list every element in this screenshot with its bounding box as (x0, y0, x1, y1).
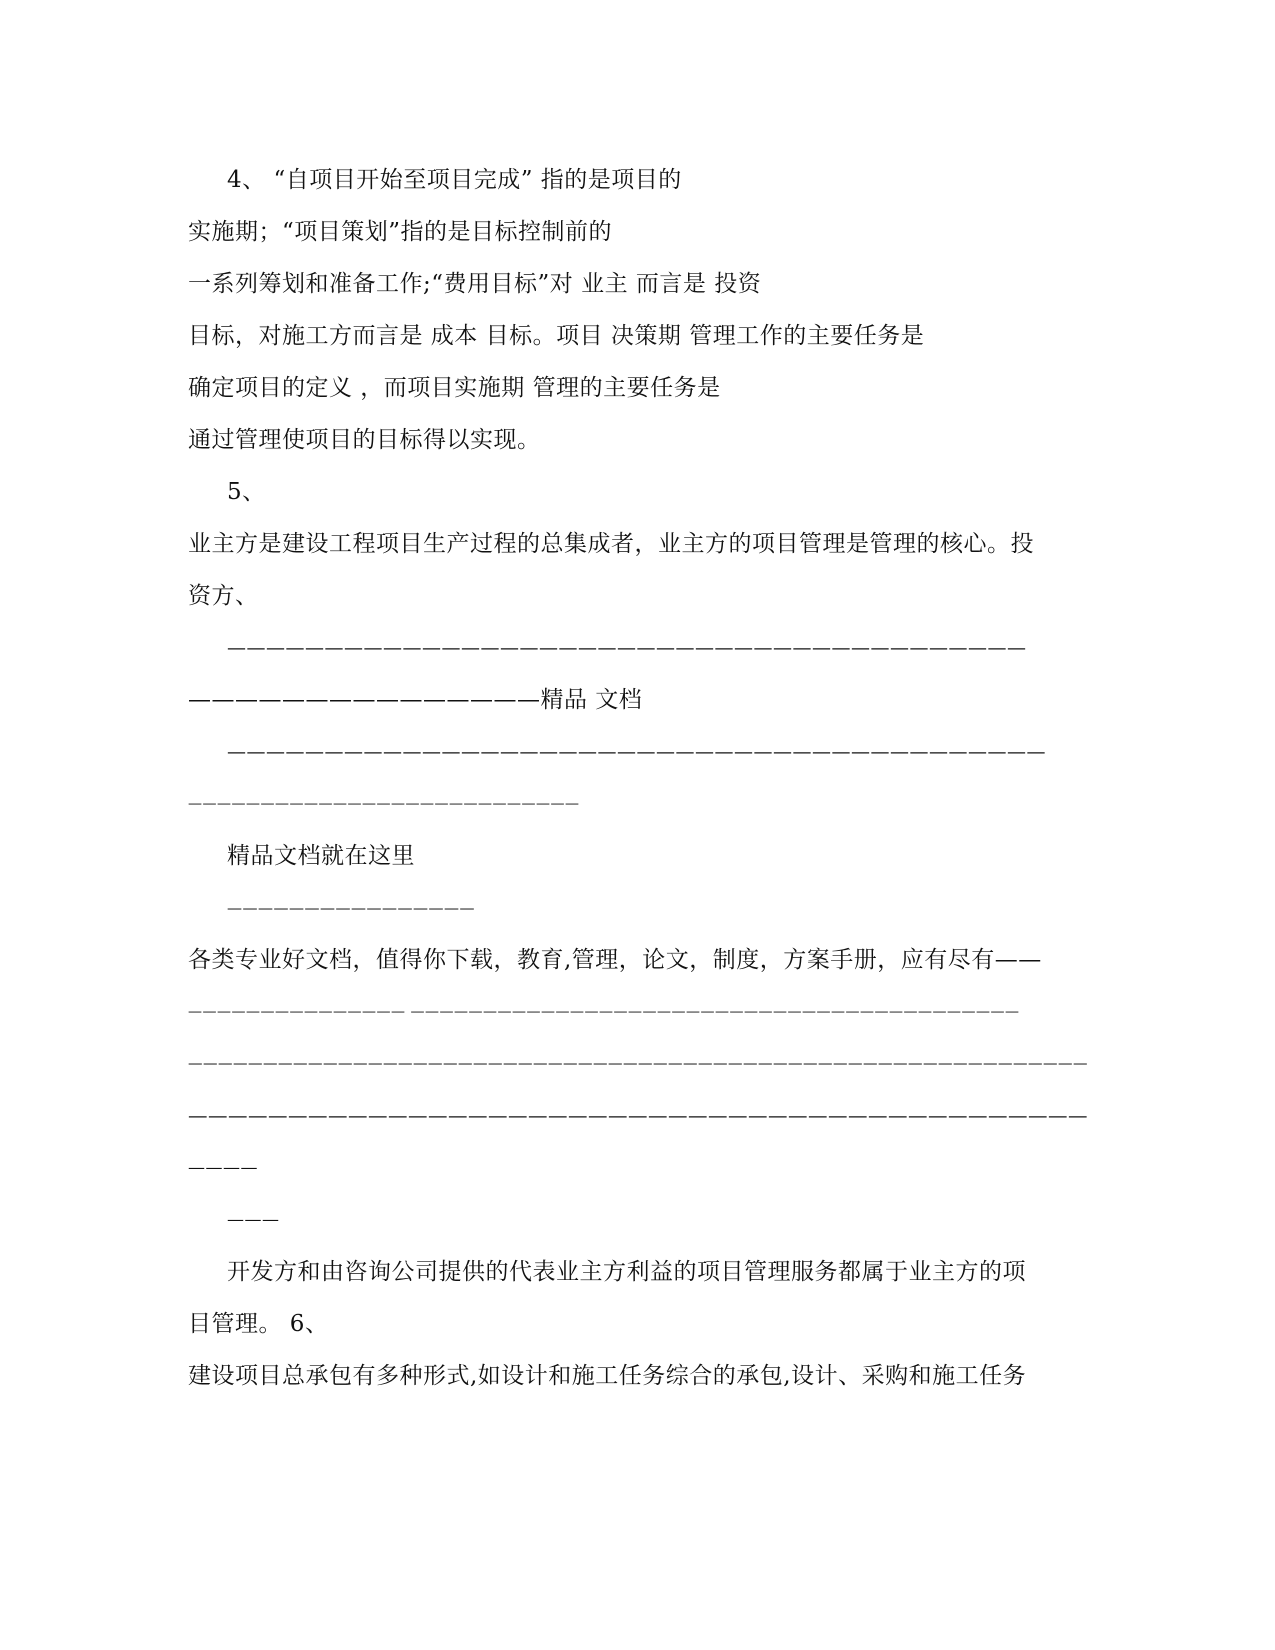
text-line: ———————————————精品 文档 (188, 687, 643, 713)
text-line: 目标，对施工方而言是 成本 目标。项目 决策期 管理工作的主要任务是 (188, 323, 925, 349)
text-line: 目管理。 6、 (188, 1311, 329, 1337)
text-line: 4、 “自项目开始至项目完成” 指的是项目的 (227, 167, 682, 193)
separator-line: ——— (227, 1210, 280, 1230)
text-line: 建设项目总承包有多种形式,如设计和施工任务综合的承包,设计、采购和施工任务 (188, 1363, 1027, 1389)
separator-line: ————————————————————————————————————————————— (188, 1104, 1088, 1127)
separator-line: ———— (188, 1158, 258, 1178)
text-line: 各类专业好文档，值得你下载，教育,管理，论文，制度，方案手册，应有尽有—— (188, 947, 1042, 973)
text-line: 开发方和由咨询公司提供的代表业主方利益的项目管理服务都属于业主方的项 (227, 1259, 1026, 1285)
text-line: 资方、 (188, 583, 259, 609)
separator-line: ——————————————————————————— (188, 796, 580, 812)
separator-line: —————————————————————————————————————————— (227, 741, 1046, 763)
text-line: 业主方是建设工程项目生产过程的总集成者，业主方的项目管理是管理的核心。投 (188, 531, 1034, 557)
text-line: 实施期；“项目策划”指的是目标控制前的 (188, 219, 613, 245)
text-line: 精品文档就在这里 (227, 843, 415, 869)
text-line: 一系列筹划和准备工作;“费用目标”对 业主 而言是 投资 (188, 271, 762, 297)
separator-line: ——————————————— —————————————————————————————————————————— (188, 1004, 1020, 1020)
text-line: 5、 (227, 479, 266, 505)
text-line: 确定项目的定义 ，而项目实施期 管理的主要任务是 (188, 375, 721, 401)
separator-line: ———————————————————————————————————————————————————————————— (188, 1056, 1088, 1072)
separator-line: ———————————————— (227, 899, 475, 917)
text-line: 通过管理使项目的目标得以实现。 (188, 427, 541, 453)
separator-line: ————————————————————————————————————————— (227, 637, 1027, 659)
